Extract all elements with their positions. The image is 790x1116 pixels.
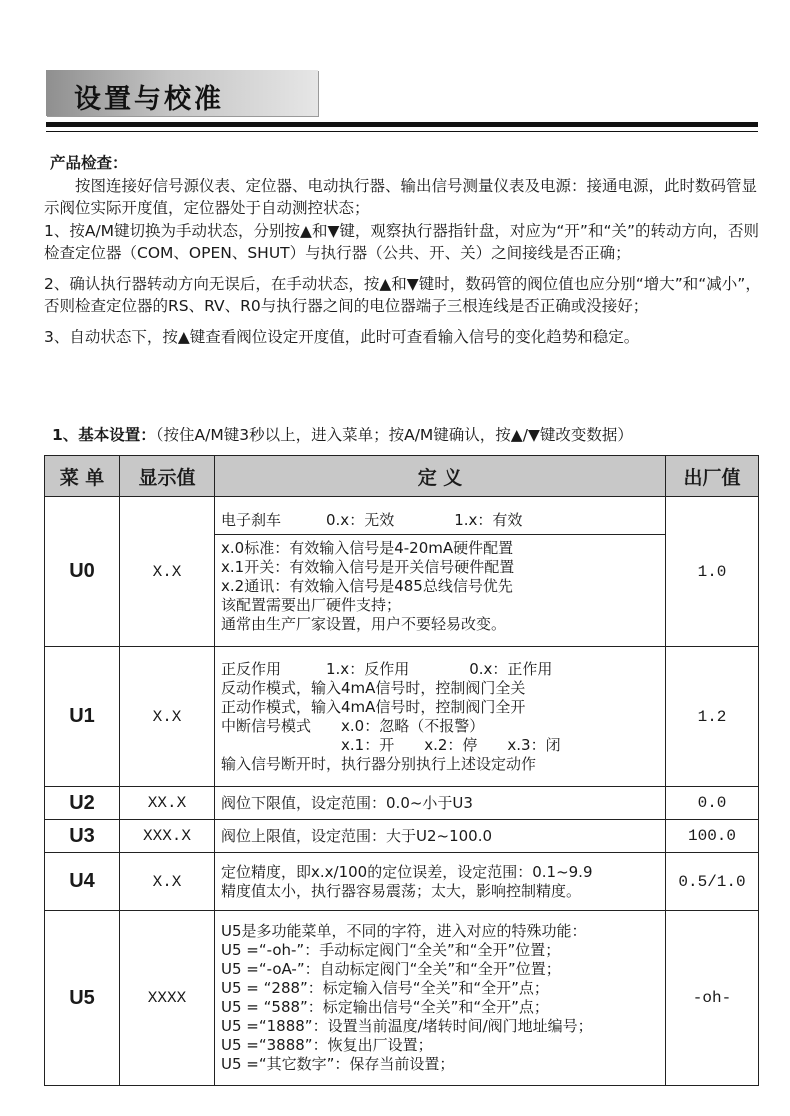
factory-u2: 0.0 (666, 787, 759, 820)
display-u4: X.X (120, 853, 215, 911)
factory-u5: -oh- (666, 911, 759, 1086)
inspection-section (44, 152, 764, 348)
u0-brake-line: 电子刹车 0.x：无效 1.x：有效 (215, 507, 665, 535)
u1-line: 正反作用 1.x：反作用 0.x：正作用 (221, 659, 553, 678)
u0-line: 该配置需要出厂硬件支持； (221, 596, 402, 614)
u1-line: 正动作模式，输入4mA信号时，控制阀门全开 (221, 697, 526, 716)
u4-line: 定位精度，即x.x/100的定位误差，设定范围：0.1~9.9 (221, 862, 593, 881)
table-row-u1 (45, 647, 759, 787)
table-header-row (45, 456, 759, 497)
table-row-u3 (45, 820, 759, 853)
inspection-intro: 按图连接好信号源仪表、定位器、电动执行器、输出信号测量仪表及电源：接通电源，此时数码管显示阀位实际开度值，定位器处于自动测控状态； (44, 176, 758, 217)
u1-line: 反动作模式，输入4mA信号时，控制阀门全关 (221, 678, 526, 697)
basic-settings-note: （按住A/M键3秒以上，进入菜单；按A/M键确认，按▲/▼键改变数据） (155, 426, 633, 444)
u5-line: U5 = “588”：标定输出信号“全关”和“全开”点； (221, 998, 549, 1016)
u1-line: 中断信号模式 x.0：忽略（不报警） (221, 716, 485, 735)
menu-u5: U5 (45, 911, 120, 1086)
definition-u1 (215, 647, 666, 787)
inspection-item-2: 2、确认执行器转动方向无误后，在手动状态，按▲和▼键时，数码管的阀位值也应分别“增大”和“减小”，否则检查定位器的RS、RV、R0与执行器之间的电位器端子三根连线是否正确或没接好； (44, 274, 761, 315)
table-row-u4 (45, 853, 759, 911)
display-u2: XX.X (120, 787, 215, 820)
display-u0: X.X (120, 497, 215, 647)
u5-line: U5 = “288”：标定输入信号“全关”和“全开”点； (221, 979, 549, 997)
basic-settings-caption (52, 423, 633, 445)
factory-u3: 100.0 (666, 820, 759, 853)
inspection-item-1: 1、按A/M键切换为手动状态，分别按▲和▼键，观察执行器指针盘，对应为“开”和“关”的转动方向，否则检查定位器（COM、OPEN、SHUT）与执行器（公共、开、关）之间接线是否正确； (44, 221, 760, 262)
factory-u4: 0.5/1.0 (666, 853, 759, 911)
u5-line: U5 =“3888”：恢复出厂设置； (221, 1036, 433, 1054)
u0-line: x.1开关：有效输入信号是开关信号硬件配置 (221, 558, 515, 576)
factory-u1: 1.2 (666, 647, 759, 787)
display-u3: XXX.X (120, 820, 215, 853)
display-u5: XXXX (120, 911, 215, 1086)
header-factory: 出厂值 (666, 456, 759, 497)
menu-u0: U0 (45, 497, 120, 647)
page-title: 设置与校准 (74, 84, 224, 115)
table-row-u5 (45, 911, 759, 1086)
settings-table (44, 455, 759, 1086)
menu-u1: U1 (45, 647, 120, 787)
definition-u4 (215, 853, 666, 911)
inspection-item-3: 3、自动状态下，按▲键查看阀位设定开度值，此时可查看输入信号的变化趋势和稳定。 (44, 327, 640, 346)
header-rule-thick (46, 122, 758, 127)
u0-line: x.0标准：有效输入信号是4-20mA硬件配置 (221, 539, 514, 557)
u0-line: 通常由生产厂家设置，用户不要轻易改变。 (221, 615, 507, 633)
header-menu: 菜 单 (45, 456, 120, 497)
table-row-u2 (45, 787, 759, 820)
header-rule-thin (46, 131, 758, 132)
inspection-heading: 产品检查： (50, 154, 128, 172)
title-banner (46, 70, 318, 116)
factory-u0: 1.0 (666, 497, 759, 647)
basic-settings-heading: 1、基本设置： (52, 426, 156, 444)
definition-u3: 阀位上限值，设定范围：大于U2~100.0 (215, 820, 666, 853)
u0-line: x.2通讯：有效输入信号是485总线信号优先 (221, 577, 513, 595)
u5-line: U5是多功能菜单，不同的字符，进入对应的特殊功能： (221, 922, 587, 940)
display-u1: X.X (120, 647, 215, 787)
header-definition: 定 义 (215, 456, 666, 497)
header-display: 显示值 (120, 456, 215, 497)
definition-u5 (215, 911, 666, 1086)
menu-u3: U3 (45, 820, 120, 853)
u1-line: 输入信号断开时，执行器分别执行上述设定动作 (221, 754, 537, 773)
definition-u0 (215, 497, 666, 647)
u1-line: x.1：开 x.2：停 x.3：闭 (221, 735, 561, 754)
u5-line: U5 =“-oA-”：自动标定阀门“全关”和“全开”位置； (221, 960, 561, 978)
u5-line: U5 =“-oh-”：手动标定阀门“全关”和“全开”位置； (221, 941, 561, 959)
table-row-u0 (45, 497, 759, 647)
u5-line: U5 =“1888”：设置当前温度/堵转时间/阀门地址编号； (221, 1017, 593, 1035)
menu-u2: U2 (45, 787, 120, 820)
u5-line: U5 =“其它数字”：保存当前设置； (221, 1055, 455, 1073)
definition-u2: 阀位下限值，设定范围：0.0~小于U3 (215, 787, 666, 820)
menu-u4: U4 (45, 853, 120, 911)
u4-line: 精度值太小，执行器容易震荡；太大，影响控制精度。 (221, 881, 582, 900)
